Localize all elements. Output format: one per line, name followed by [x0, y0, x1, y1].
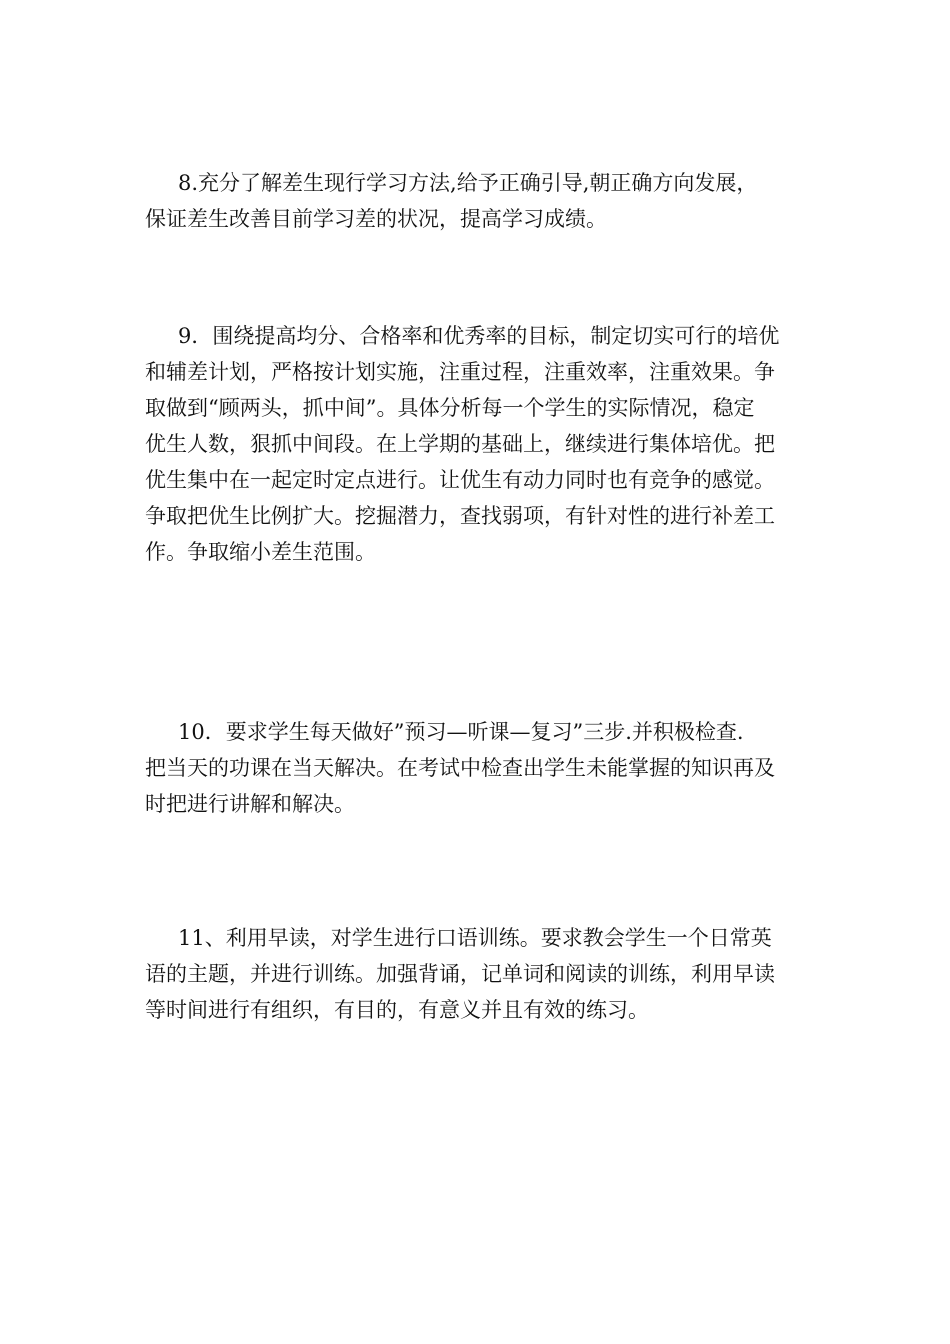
paragraph-line: 把当天的功课在当天解决。在考试中检查出学生未能掌握的知识再及 [145, 756, 775, 780]
paragraph-9 [145, 318, 813, 570]
paragraph-8 [145, 165, 813, 237]
paragraph-line: 争取把优生比例扩大。挖掘潜力，查找弱项，有针对性的进行补差工 [145, 504, 775, 528]
paragraph-line: 语的主题，并进行训练。加强背诵，记单词和阅读的训练，利用早读 [145, 962, 775, 986]
paragraph-line: 等时间进行有组织，有目的，有意义并且有效的练习。 [145, 998, 649, 1022]
paragraph-11 [145, 920, 813, 1028]
paragraph-line: 保证差生改善目前学习差的状况，提高学习成绩。 [145, 207, 607, 231]
paragraph-line: 优生人数，狠抓中间段。在上学期的基础上，继续进行集体培优。把 [145, 432, 775, 456]
paragraph-line: 作。争取缩小差生范围。 [145, 540, 376, 564]
paragraph-line: 和辅差计划，严格按计划实施，注重过程，注重效率，注重效果。争 [145, 360, 775, 384]
paragraph-line: 取做到“顾两头，抓中间”。具体分析每一个学生的实际情况，稳定 [145, 396, 755, 420]
paragraph-line: 8.充分了解差生现行学习方法,给予正确引导,朝正确方向发展， [178, 171, 758, 195]
paragraph-line: 11、利用早读，对学生进行口语训练。要求教会学生一个日常英 [178, 926, 772, 950]
paragraph-line: 9．围绕提高均分、合格率和优秀率的目标，制定切实可行的培优 [178, 324, 780, 348]
paragraph-10 [145, 714, 813, 822]
paragraph-line: 优生集中在一起定时定点进行。让优生有动力同时也有竞争的感觉。 [145, 468, 775, 492]
paragraph-line: 10．要求学生每天做好”预习—听课—复习”三步.并积极检查. [178, 720, 744, 744]
paragraph-line: 时把进行讲解和解决。 [145, 792, 355, 816]
